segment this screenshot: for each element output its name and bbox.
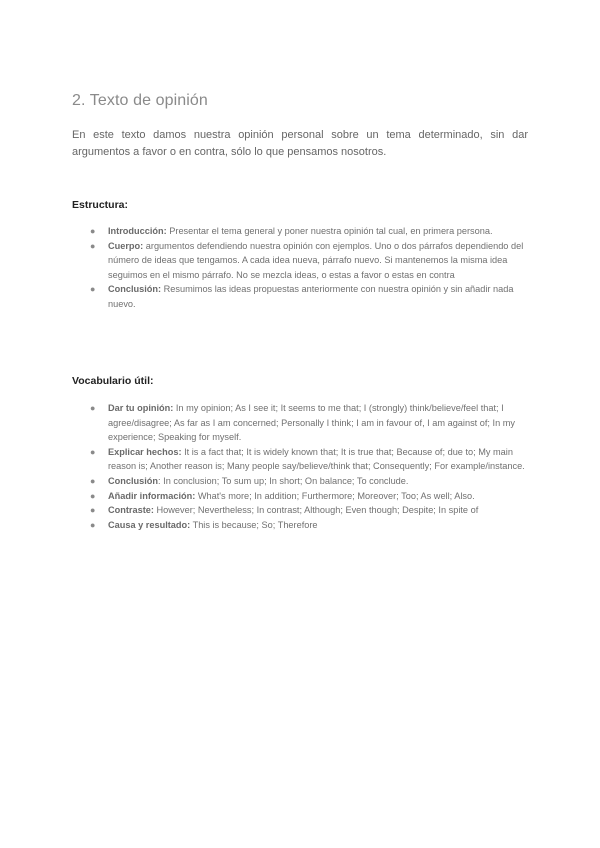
vocabulario-heading: Vocabulario útil:	[72, 375, 154, 387]
list-item	[72, 518, 532, 533]
item-term: Explicar hechos:	[108, 446, 182, 457]
intro-paragraph: En este texto damos nuestra opinión personal sobre un tema determinado, sin dar argumentos a favor o en contra, sólo lo que pensamos nosotros.	[72, 129, 528, 158]
list-item	[72, 445, 532, 474]
item-term: Cuerpo:	[108, 240, 144, 251]
estructura-heading: Estructura:	[72, 199, 129, 211]
item-term: Conclusión:	[108, 284, 162, 295]
item-term: Añadir información:	[108, 490, 196, 501]
list-item	[72, 489, 532, 504]
item-term: Causa y resultado:	[108, 519, 191, 530]
estructura-list	[72, 224, 532, 312]
bullet-icon: ●	[90, 403, 96, 413]
bullet-icon: ●	[90, 519, 96, 530]
list-item	[72, 503, 532, 518]
section-title: 2. Texto de opinión	[72, 92, 208, 109]
item-term: Conclusión	[108, 475, 159, 486]
list-item	[72, 474, 532, 489]
item-text: Resumimos las ideas propuestas anteriormente con nuestra opinión y sin añadir nada nuevo.	[108, 284, 514, 309]
item-text: : In conclusion; To sum up; In short; On balance; To conclude.	[158, 475, 409, 486]
list-item	[72, 239, 532, 283]
list-item	[72, 401, 532, 445]
vocabulario-list	[72, 401, 532, 532]
item-text: argumentos defendiendo nuestra opinión con ejemplos. Uno o dos párrafos dependiendo del número de ideas que tengamos. A cada idea nueva, párrafo nuevo. Si mantenemos la misma idea seguimos en el mismo párrafo. No se mezcla ideas, o estas a favor o estas en contra	[108, 240, 524, 280]
item-text: It is a fact that; It is widely known that; It is true that; Because of; due to; My main reason is; Another reason is; Many people say/believe/think that; Consequently; For example/instance.	[108, 446, 525, 472]
bullet-icon: ●	[90, 240, 96, 251]
item-text: What's more; In addition; Furthermore; Moreover; Too; As well; Also.	[195, 490, 475, 501]
item-term: Dar tu opinión:	[108, 403, 174, 413]
item-text: In my opinion; As I see it; It seems to me that; I (strongly) think/believe/feel that; I agree/disagree; As far as I am concerned; Personally I think; I am in favour of, I am against of; In my experience; Speaking for myself.	[108, 403, 515, 443]
item-text: Presentar el tema general y poner nuestra opinión tal cual, en primera persona.	[166, 226, 493, 236]
item-term: Contraste:	[108, 505, 154, 516]
bullet-icon: ●	[90, 475, 96, 486]
bullet-icon: ●	[90, 284, 96, 295]
bullet-icon: ●	[90, 505, 96, 516]
list-item	[72, 224, 532, 239]
bullet-icon: ●	[90, 490, 96, 501]
item-text: However; Nevertheless; In contrast; Although; Even though; Despite; In spite of	[153, 505, 479, 516]
bullet-icon: ●	[90, 446, 96, 457]
item-text: This is because; So; Therefore	[190, 519, 318, 530]
list-item	[72, 282, 532, 311]
bullet-icon: ●	[90, 226, 96, 236]
item-term: Introducción:	[108, 226, 167, 236]
